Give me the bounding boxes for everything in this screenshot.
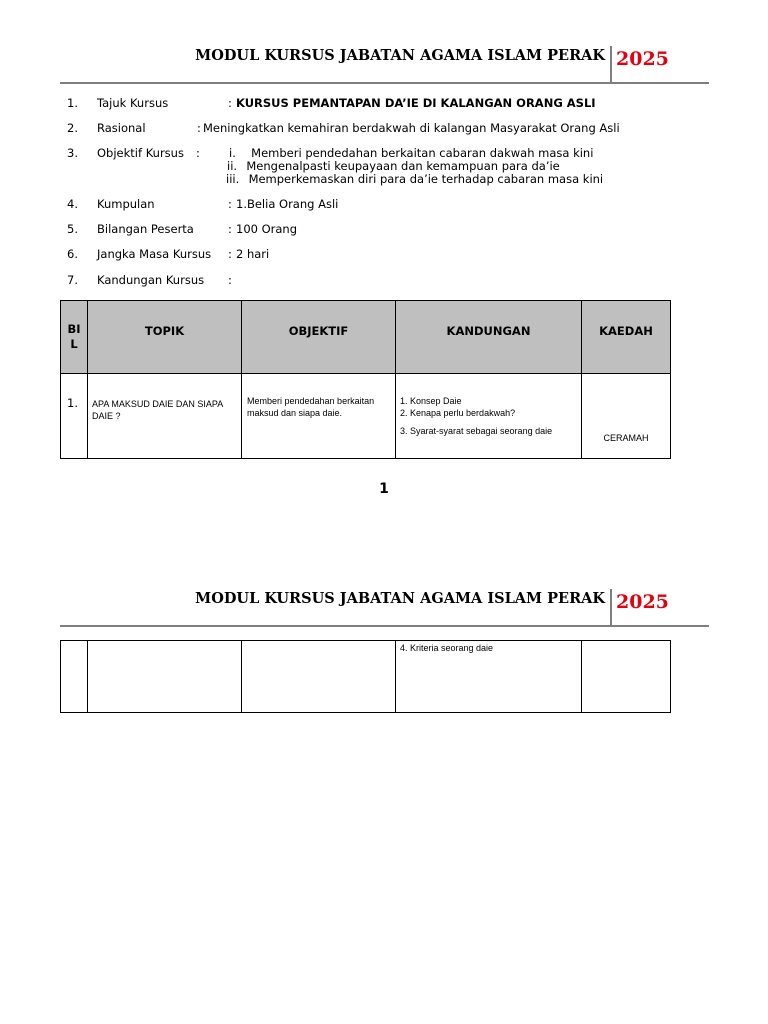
kandungan-item: 4. Kriteria seorang daie (400, 643, 494, 653)
field-separator: : (197, 121, 201, 135)
objective-text: Memberi pendedahan berkaitan cabaran dakwah masa kini (251, 146, 594, 160)
objective-item (227, 159, 560, 173)
row-bil-value: 1. (67, 396, 78, 410)
field-label: Tajuk Kursus (97, 96, 169, 110)
field-number: 4. (67, 197, 78, 211)
field-number: 7. (67, 273, 78, 287)
header-rule (60, 625, 709, 627)
field-value: 100 Orang (236, 222, 298, 236)
field-separator: : (228, 247, 232, 261)
field-number: 5. (67, 222, 78, 236)
field-value: KURSUS PEMANTAPAN DA’IE DI KALANGAN ORANG ASLI (236, 96, 596, 110)
header-divider (610, 589, 612, 627)
header-bil-line1: BI (67, 322, 81, 336)
field-value: Meningkatkan kemahiran berdakwah di kalangan Masyarakat Orang Asli (203, 121, 620, 135)
course-content-table-continued (60, 640, 671, 713)
field-separator: : (228, 273, 232, 287)
field-label: Objektif Kursus (97, 146, 184, 160)
kandungan-item: 3. Syarat-syarat sebagai seorang daie (400, 426, 553, 436)
module-year: 2025 (616, 591, 669, 613)
field-value: 2 hari (236, 247, 270, 261)
row-kaedah (582, 374, 671, 459)
page-number: 1 (379, 481, 389, 497)
field-label: Jangka Masa Kursus (97, 247, 212, 261)
field-number: 2. (67, 121, 78, 135)
header-bil-line2: L (70, 337, 78, 351)
table-header-row (61, 301, 671, 374)
kandungan-item: 2. Kenapa perlu berdakwah? (400, 408, 516, 418)
page-header (60, 0, 709, 84)
objective-item (229, 146, 593, 160)
module-title: MODUL KURSUS JABATAN AGAMA ISLAM PERAK (195, 590, 605, 607)
field-separator: : (228, 96, 232, 110)
field-value: 1.Belia Orang Asli (236, 197, 339, 211)
objective-item (226, 172, 603, 186)
objective-text: Mengenalpasti keupayaan dan kemampuan para da’ie (246, 159, 560, 173)
kandungan-item: 1. Konsep Daie (400, 396, 462, 406)
row-kaedah (582, 641, 671, 713)
table-row (61, 374, 671, 459)
row-topik (88, 374, 242, 459)
field-label: Kandungan Kursus (97, 273, 205, 287)
field-label: Kumpulan (97, 197, 155, 211)
objective-text: Memperkemaskan diri para da’ie terhadap cabaran masa kini (248, 172, 604, 186)
header-kandungan: KANDUNGAN (396, 301, 582, 374)
objective-number: iii. (226, 172, 240, 186)
row-kandungan (396, 374, 582, 459)
field-separator: : (196, 146, 200, 160)
row-kandungan (396, 641, 582, 713)
row-kaedah-value: CERAMAH (603, 433, 649, 443)
header-objektif: OBJEKTIF (242, 301, 396, 374)
row-bil (61, 641, 88, 713)
row-topik (88, 641, 242, 713)
header-rule (60, 82, 709, 84)
row-objektif (242, 374, 396, 459)
field-number: 6. (67, 247, 78, 261)
row-topik-value: APA MAKSUD DAIE DAN SIAPA DAIE ? (92, 399, 223, 421)
field-label: Bilangan Peserta (97, 222, 194, 236)
header-divider (610, 46, 612, 84)
field-number: 3. (67, 146, 78, 160)
field-label: Rasional (97, 121, 146, 135)
field-separator: : (228, 197, 232, 211)
header-topik: TOPIK (88, 301, 242, 374)
course-content-table (60, 300, 671, 459)
objective-number: ii. (227, 159, 238, 173)
module-title: MODUL KURSUS JABATAN AGAMA ISLAM PERAK (195, 47, 605, 64)
field-number: 1. (67, 96, 78, 110)
objective-number: i. (229, 146, 236, 160)
header-bil (61, 301, 88, 374)
table-row (61, 641, 671, 713)
field-separator: : (228, 222, 232, 236)
module-year: 2025 (616, 48, 669, 70)
page-header (60, 543, 709, 627)
row-bil (61, 374, 88, 459)
row-objektif-value: Memberi pendedahan berkaitan maksud dan siapa daie. (247, 396, 375, 418)
header-kaedah: KAEDAH (582, 301, 671, 374)
row-objektif (242, 641, 396, 713)
